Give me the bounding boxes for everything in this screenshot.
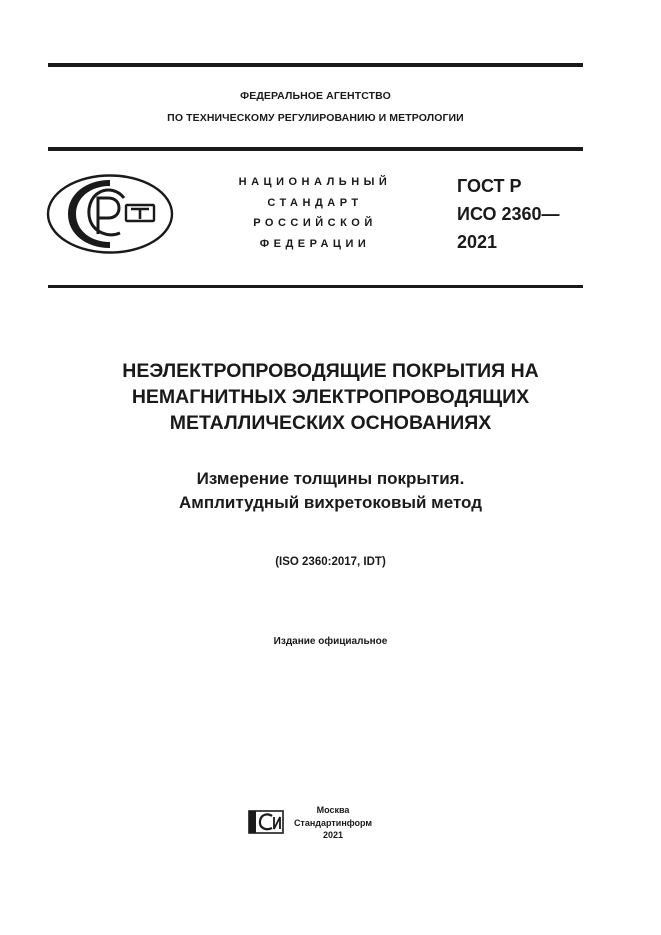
rst-certification-logo <box>46 174 174 254</box>
standartinform-logo <box>248 808 284 836</box>
title-line: НЕМАГНИТНЫХ ЭЛЕКТРОПРОВОДЯЩИХ <box>131 386 530 408</box>
title-line: МЕТАЛЛИЧЕСКИХ ОСНОВАНИЯХ <box>169 412 492 434</box>
designation-line: ИСО 2360— <box>457 204 560 224</box>
header-bottom-rule <box>48 285 583 288</box>
top-rule <box>48 63 583 67</box>
designation-line: ГОСТ Р <box>457 176 522 196</box>
agency-line-1: ФЕДЕРАЛЬНОЕ АГЕНТСТВО <box>240 90 391 102</box>
title-line: НЕЭЛЕКТРОПРОВОДЯЩИЕ ПОКРЫТИЯ НА <box>122 360 539 382</box>
header-rule <box>48 147 583 151</box>
publisher-year: 2021 <box>322 830 344 840</box>
edition-label: Издание официальное <box>273 636 388 647</box>
standard-designation <box>457 172 560 256</box>
national-line: РОССИЙСКОЙ <box>253 217 377 229</box>
national-standard-label <box>205 172 425 254</box>
document-subtitle <box>48 467 613 515</box>
national-line: НАЦИОНАЛЬНЫЙ <box>238 176 392 188</box>
publisher-city: Москва <box>316 805 350 815</box>
national-line: ФЕДЕРАЦИИ <box>259 237 371 250</box>
iso-reference: (ISO 2360:2017, IDT) <box>275 556 386 568</box>
publisher-name: Стандартинформ <box>293 817 373 828</box>
subtitle-line: Измерение толщины покрытия. <box>196 469 465 488</box>
subtitle-line: Амплитудный вихретоковый метод <box>178 493 483 512</box>
publisher-info <box>292 804 374 842</box>
agency-line-2: ПО ТЕХНИЧЕСКОМУ РЕГУЛИРОВАНИЮ И МЕТРОЛОГИИ <box>167 112 464 124</box>
document-title <box>48 358 613 436</box>
designation-line: 2021 <box>457 232 498 252</box>
national-line: СТАНДАРТ <box>267 196 363 209</box>
